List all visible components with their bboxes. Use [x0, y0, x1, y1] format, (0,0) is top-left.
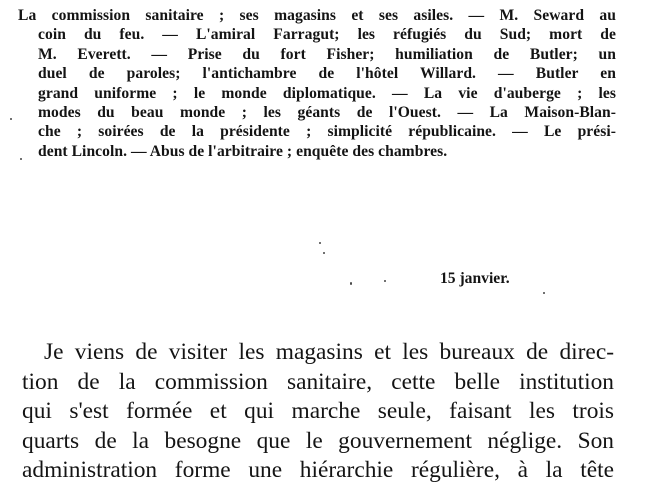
summary-line: grand uniforme ; le monde diplomatique. — La vie d'auberge ; les — [38, 84, 616, 102]
scan-speck — [543, 292, 545, 294]
summary-line: modes du beau monde ; les géants de l'Ouest. — La Maison-Blan- — [38, 104, 616, 122]
scan-speck — [350, 282, 352, 285]
summary-line: che ; soirées de la présidente ; simplicité républicaine. — Le prési- — [38, 123, 616, 141]
summary-line: duel de paroles; l'antichambre de l'hôtel Willard. — Butler en — [38, 65, 616, 83]
body-line: Je viens de visiter les magasins et les bureaux de direc- — [44, 339, 614, 365]
body-line: administration forme une hiérarchie régulière, à la tête — [22, 457, 614, 484]
body-line: tion de la commission sanitaire, cette belle institution — [22, 368, 614, 395]
date-heading: 15 janvier. — [440, 270, 510, 287]
summary-line: coin du feu. — L'amiral Farragut; les réfugiés du Sud; mort de — [38, 26, 616, 44]
summary-line: La commission sanitaire ; ses magasins et ses asiles. — M. Seward au — [18, 7, 616, 24]
scan-speck — [10, 118, 12, 120]
scan-speck — [323, 252, 325, 254]
scan-speck — [20, 158, 22, 160]
scan-speck — [319, 242, 321, 244]
body-paragraph — [22, 338, 614, 486]
body-line: quarts de la besogne que le gouvernement néglige. Son — [22, 427, 614, 454]
summary-line: dent Lincoln. — Abus de l'arbitraire ; enquête des chambres. — [38, 142, 448, 160]
summary-line: M. Everett. — Prise du fort Fisher; humiliation de Butler; un — [38, 45, 616, 63]
body-line: qui s'est formée et qui marche seule, faisant les trois — [22, 398, 614, 425]
chapter-summary — [18, 6, 616, 161]
scan-speck — [384, 280, 386, 282]
